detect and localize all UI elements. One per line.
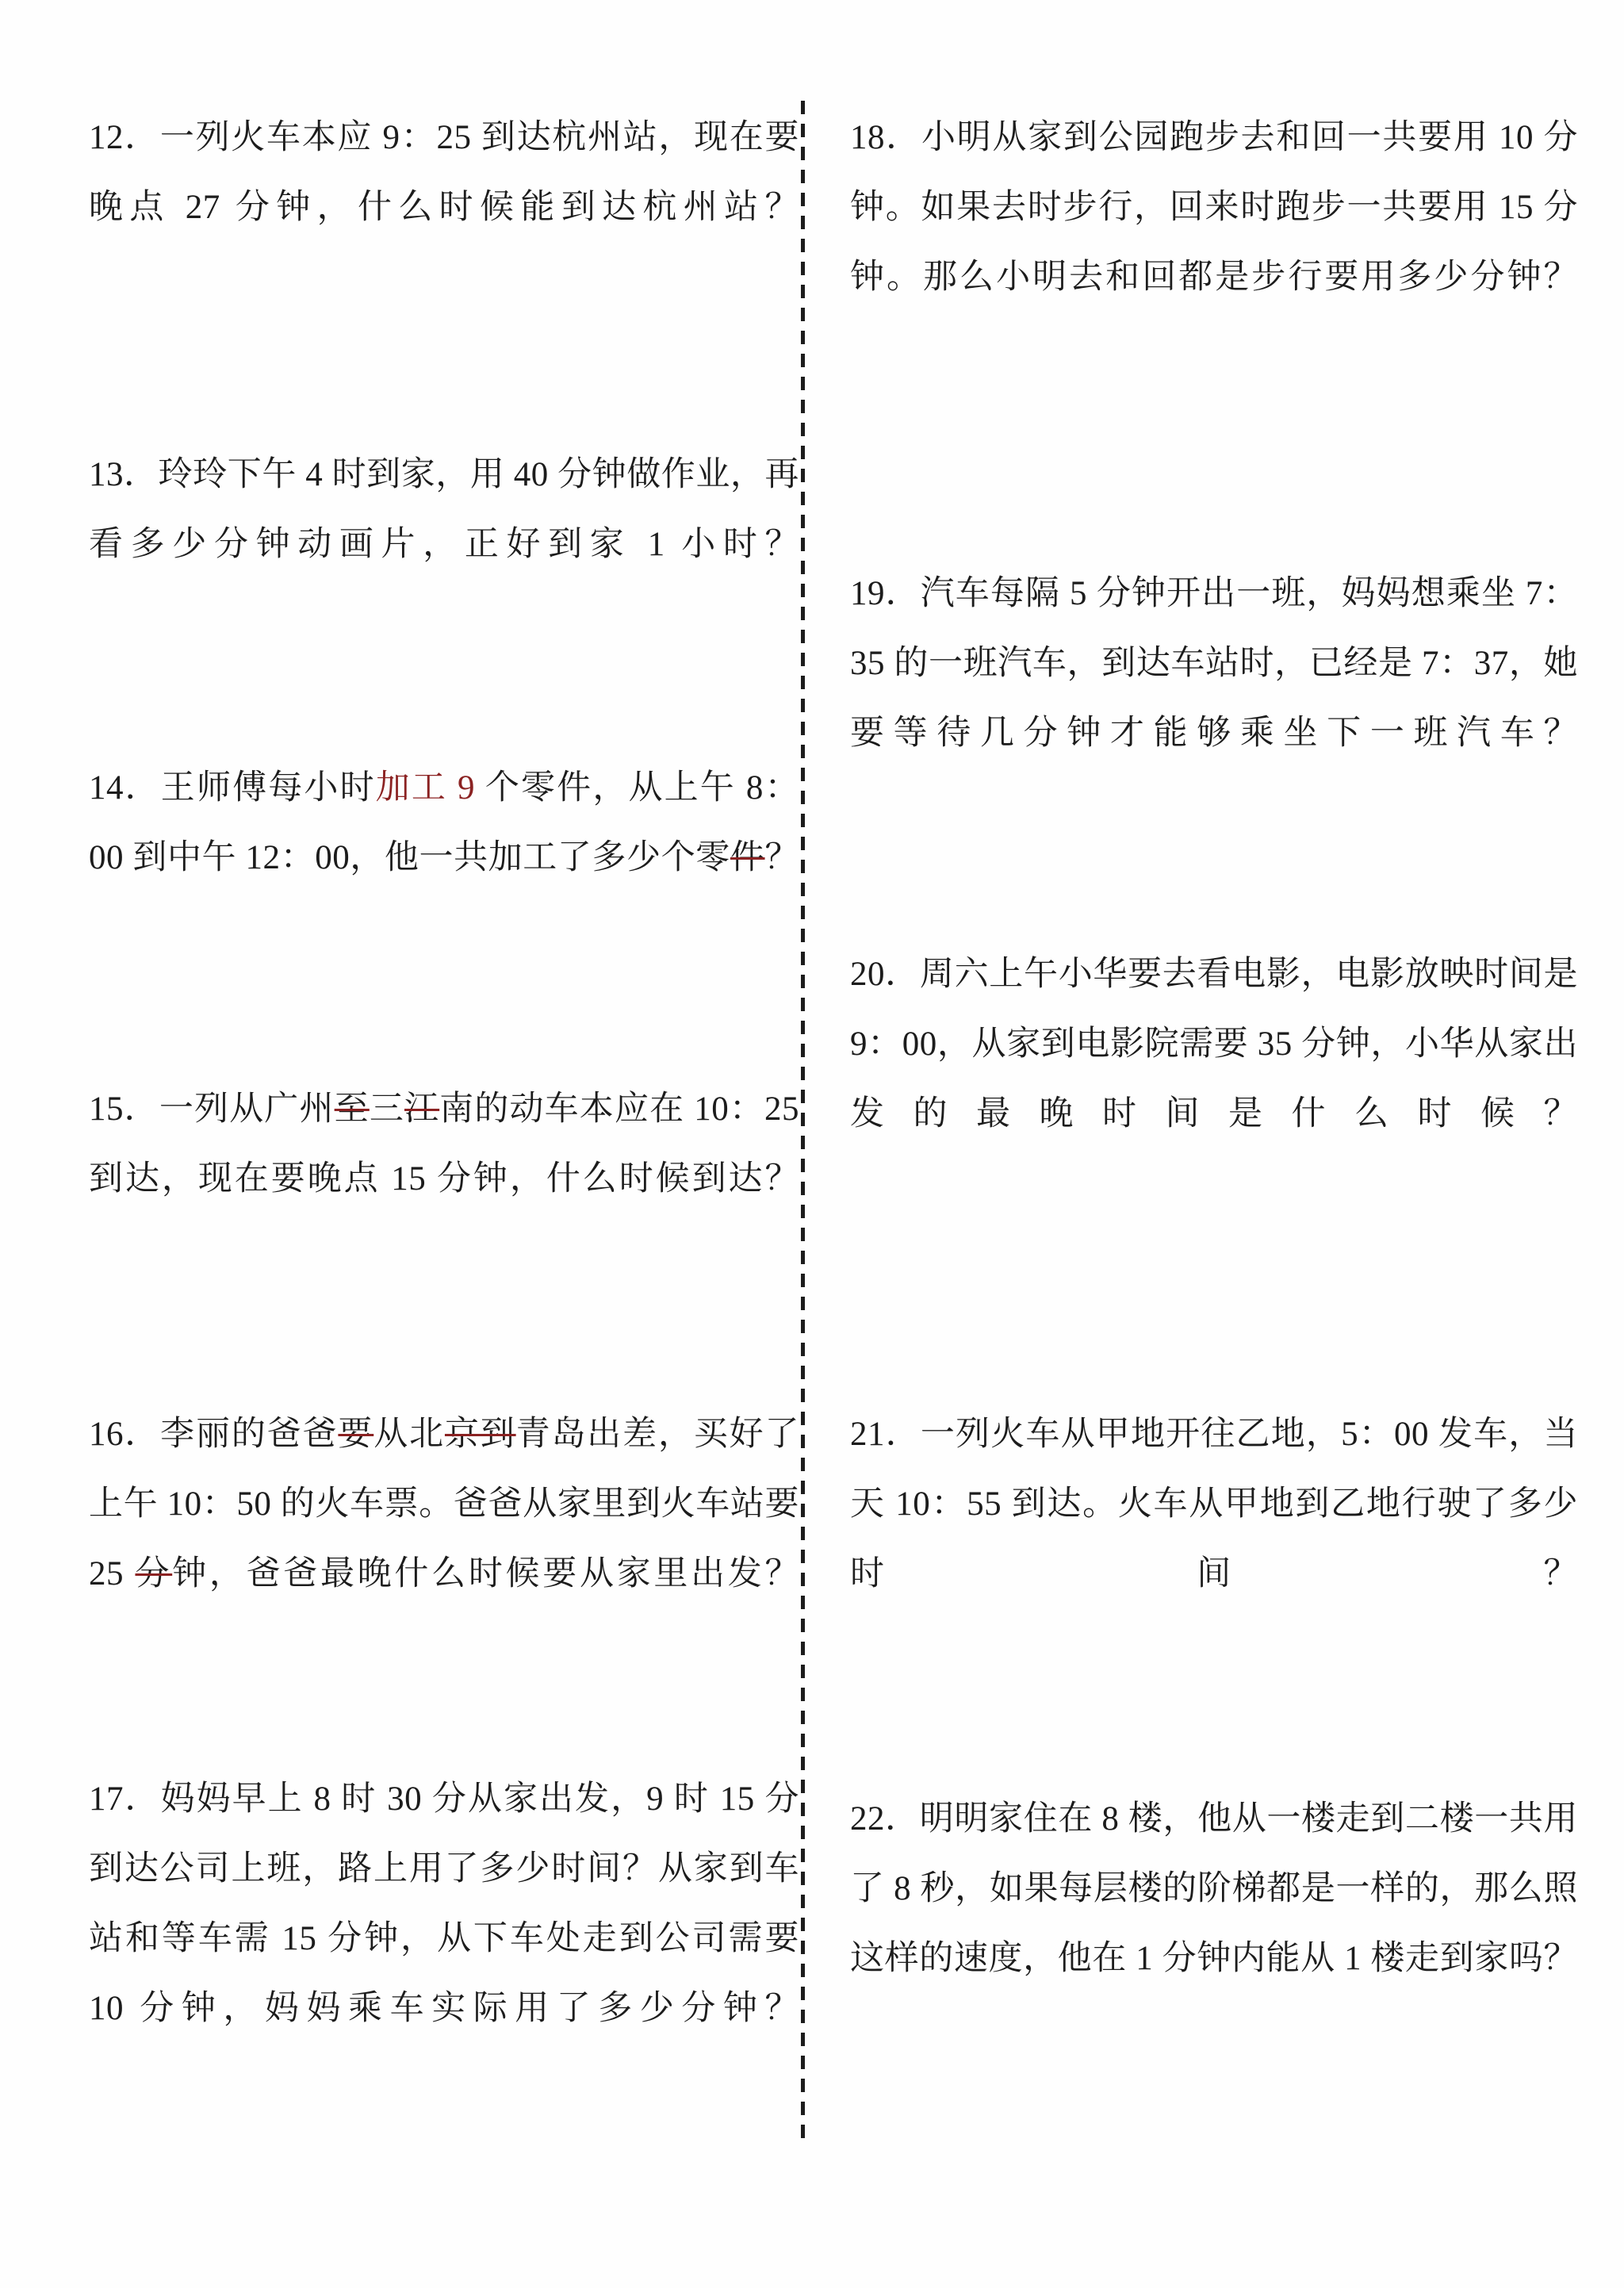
question-14-red-marked-text: 件 [730, 839, 765, 876]
question-16-text: 从北 [373, 1416, 445, 1453]
question-18-text: 18．小明从家到公园跑步去和回一共要用 10 分钟。如果去时步行，回来时跑步一共要用 15 分钟。那么小明去和回都是步行要用多少分钟？ [850, 119, 1578, 296]
question-15 [89, 1075, 799, 1284]
question-12-text: 12．一列火车本应 9：25 到达杭州站，现在要晚点 27 分钟，什么时候能到达杭州站？ [89, 119, 799, 226]
question-16-red-marked-text: 分 [135, 1555, 173, 1592]
right-column [850, 0, 1578, 2288]
question-16-text: 16．李丽的爸爸 [89, 1416, 339, 1453]
question-19 [850, 559, 1578, 838]
question-16 [89, 1400, 799, 1679]
question-20 [850, 940, 1578, 1219]
question-17 [89, 1765, 799, 2114]
question-15-text: 15．一列从广州 [89, 1090, 335, 1128]
question-15-text: 南的动车本应在 10：25 到达，现在要晚点 15 分钟，什么时候到达？ [89, 1090, 800, 1198]
question-16-text: 青岛出差，买好了上午 10：50 的火车票。爸爸从家里到火车站要 25 [89, 1416, 800, 1592]
question-14-text: 个零件，从上午 8：00 到中午 12：00，他一共加工了多少个零 [89, 769, 800, 876]
question-14-text: 14．王师傅每小时 [89, 769, 376, 807]
question-19-text: 19．汽车每隔 5 分钟开出一班，妈妈想乘坐 7：35 的一班汽车，到达车站时，已经是 7：37，她要等待几分钟才能够乘坐下一班汽车？ [850, 575, 1578, 752]
question-14 [89, 753, 799, 963]
question-22 [850, 1784, 1578, 2064]
question-16-red-marked-text: 京到 [444, 1416, 516, 1453]
question-15-red-marked-text: 至 [334, 1090, 370, 1128]
column-divider [801, 101, 805, 2147]
question-13-text: 13．玲玲下午 4 时到家，用 40 分钟做作业，再看多少分钟动画片，正好到家 1 小时？ [89, 456, 799, 563]
question-14-text: ？ [764, 839, 800, 876]
question-15-text: 三 [369, 1090, 404, 1128]
question-21-text: 21．一列火车从甲地开往乙地，5：00 发车，当天 10：55 到达。火车从甲地到乙地行驶了多少时间？ [850, 1416, 1578, 1592]
question-18 [850, 103, 1578, 382]
question-22-text: 22．明明家住在 8 楼，他从一楼走到二楼一共用了 8 秒，如果每层楼的阶梯都是一样的，那么照这样的速度，他在 1 分钟内能从 1 楼走到家吗？ [850, 1800, 1578, 1977]
question-20-text: 20．周六上午小华要去看电影，电影放映时间是 9：00，从家到电影院需要 35 分钟，小华从家出发的最晚时间是什么时候？ [850, 956, 1578, 1133]
question-13 [89, 440, 799, 650]
question-16-text: 钟，爸爸最晚什么时候要从家里出发？ [172, 1555, 800, 1592]
question-21 [850, 1400, 1578, 1679]
question-12 [89, 103, 799, 312]
left-column [89, 0, 799, 2288]
question-15-red-marked-text: 江 [404, 1090, 440, 1128]
question-16-red-marked-text: 要 [338, 1416, 374, 1453]
question-17-text: 17．妈妈早上 8 时 30 分从家出发，9 时 15 分到达公司上班，路上用了多少时间？从家到车站和等车需 15 分钟，从下车处走到公司需要 10 分钟，妈妈乘车实际用了多少分钟？ [89, 1780, 799, 2027]
question-14-red-marked-text: 加工 9 [375, 769, 475, 807]
